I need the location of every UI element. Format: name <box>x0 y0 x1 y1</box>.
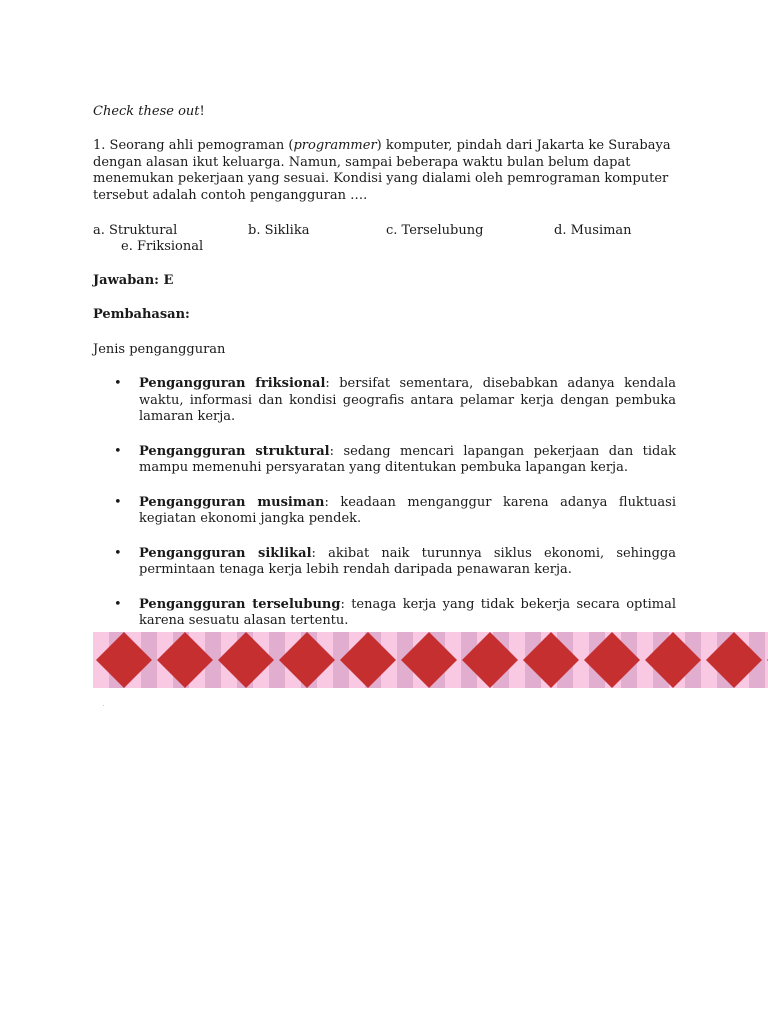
option-c: c. Terselubung <box>386 223 484 238</box>
scan-speck <box>103 705 104 706</box>
list-item <box>93 546 676 579</box>
bullet-icon: • <box>114 443 122 459</box>
type-term: Pengangguran musiman <box>139 494 325 510</box>
intro-text: Check these out <box>93 104 200 119</box>
unemployment-types-list <box>93 376 676 648</box>
option-b: b. Siklika <box>248 223 310 238</box>
question-term: programmer <box>293 138 377 153</box>
intro-heading <box>93 104 205 121</box>
bullet-icon: • <box>114 494 122 510</box>
question-text <box>93 138 683 204</box>
type-term: Pengangguran friksional <box>139 376 326 391</box>
discussion-label: Pembahasan: <box>93 307 190 322</box>
decorative-diamond-banner <box>93 632 768 688</box>
bullet-icon: • <box>114 596 122 612</box>
type-description: : akibat naik turunnya siklus ekonomi, sehingga permintaan tenaga kerja lebih rendah daripada penawaran kerja. <box>139 545 676 577</box>
bullet-icon: • <box>114 545 122 561</box>
diamond-pattern <box>93 632 768 688</box>
type-term: Pengangguran siklikal <box>139 545 312 561</box>
option-d: d. Musiman <box>554 223 632 238</box>
list-item <box>93 597 676 630</box>
intro-exclamation: ! <box>199 104 205 119</box>
option-a: a. Struktural <box>93 223 178 238</box>
answer-label: Jawaban: E <box>93 273 174 288</box>
type-description: : keadaan menganggur karena adanya fluktuasi kegiatan ekonomi jangka pendek. <box>139 494 676 526</box>
type-description: : tenaga kerja yang tidak bekerja secara optimal karena sesuatu alasan tertentu. <box>139 596 676 628</box>
question-text-after: ) komputer, pindah dari Jakarta ke Surabaya dengan alasan ikut keluarga. Namun, sampai beberapa waktu bulan belum dapat menemukan pekerjaan yang sesuai. Kondisi yang dialami oleh pemrograman komputer tersebut adalah contoh pengangguran …. <box>93 138 671 203</box>
bullet-icon: • <box>114 376 122 391</box>
list-item <box>93 376 676 426</box>
list-item <box>93 495 676 528</box>
type-term: Pengangguran terselubung <box>139 596 341 612</box>
list-item <box>93 444 676 477</box>
type-description: : sedang mencari lapangan pekerjaan dan tidak mampu memenuhi persyaratan yang ditentukan pembuka lapangan kerja. <box>139 443 676 475</box>
question-text-before: Seorang ahli pemograman ( <box>109 138 294 153</box>
option-e: e. Friksional <box>121 239 204 254</box>
type-description: : bersifat sementara, disebabkan adanya kendala waktu, informasi dan kondisi geografis antara pelamar kerja dengan pembuka lamaran kerja. <box>139 376 677 424</box>
question-number: 1. <box>93 138 106 153</box>
types-title: Jenis pengangguran <box>93 342 226 357</box>
type-term: Pengangguran struktural <box>139 443 330 459</box>
